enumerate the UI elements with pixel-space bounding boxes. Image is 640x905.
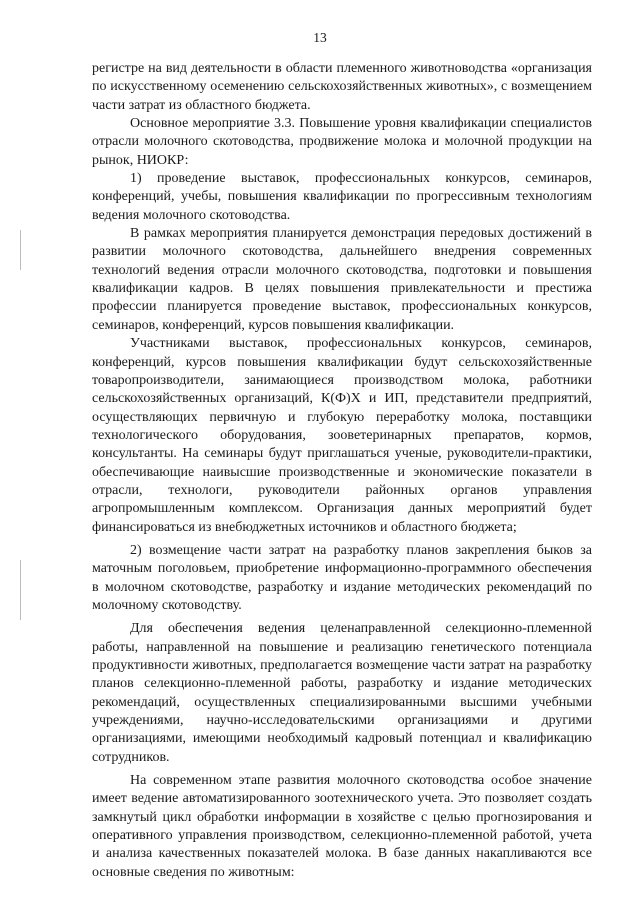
paragraph: На современном этапе развития молочного скотоводства особое значение имеет ведение автоматизированного зоотехнического учета. Это позволяет создать замкнутый цикл обработки информации в хозяйстве с целью прогнозирования и оперативного управления производством, селекционно-племенной работой, учета и анализа качественных показателей молока. В базе данных накапливаются все основные сведения по животным: xyxy=(92,773,592,880)
paragraph: 1) проведение выставок, профессиональных конкурсов, семинаров, конференций, учебы, повышения квалификации по прогрессивным технологиям ведения молочного скотоводства. xyxy=(92,171,592,223)
paragraph: 2) возмещение части затрат на разработку планов закрепления быков за маточным поголовьем, приобретение информационно-программного обеспечения в молочном скотоводстве, разработку и издание методических рекомендаций по молочному скотоводству. xyxy=(92,542,592,613)
paragraph: Участниками выставок, профессиональных конкурсов, семинаров, конференций, курсов повышения квалификации будут сельскохозяйственные товаропроизводители, занимающиеся производством молока, работники сельскохозяйственных организаций, К(Ф)Х и ИП, представители предприятий, осуществляющих первичную и глубокую переработку молока, поставщики технологического оборудования, зооветеринарных препаратов, кормов, консультанты. На семинары будут приглашаться ученые, руководители-практики, обеспечивающие наивысшие производственные и экономические показатели в отрасли, технологи, руководители районных органов управления агропромышленным комплексом. Организация данных мероприятий будет финансироваться из внебюджетных источников и областного бюджета; xyxy=(92,336,592,535)
paragraph: регистре на вид деятельности в области племенного животноводства «организация по искусственному осеменению сельскохозяйственных животных», с возмещением части затрат из областного бюджета. xyxy=(92,61,592,113)
scan-margin-mark xyxy=(20,230,21,270)
paragraph: Для обеспечения ведения целенаправленной селекционно-племенной работы, направленной на повышение и реализацию генетического потенциала продуктивности животных, предполагается возмещение части затрат на разработку планов селекционно-племенной работы, разработку и издание методических рекомендаций, осуществленных специализированными высшими учебными учреждениями, научно-исследовательскими организациями и другими организациями, имеющими необходимый кадровый потенциал и квалификацию сотрудников. xyxy=(92,621,592,765)
page-number: 13 xyxy=(313,30,327,45)
paragraph: В рамках мероприятия планируется демонстрация передовых достижений в развитии молочного скотоводства, дальнейшего внедрения современных технологий ведения отрасли молочного скотоводства, подготовки и повышения квалификации кадров. В целях повышения привлекательности и престижа профессии планируется проведение выставок, профессиональных конкурсов, семинаров, конференций, курсов повышения квалификации. xyxy=(92,226,592,333)
scan-margin-mark xyxy=(20,560,21,620)
paragraph: Основное мероприятие 3.3. Повышение уровня квалификации специалистов отрасли молочного скотоводства, продвижение молока и молочной продукции на рынок, НИОКР: xyxy=(92,116,592,168)
body-text xyxy=(92,60,592,882)
